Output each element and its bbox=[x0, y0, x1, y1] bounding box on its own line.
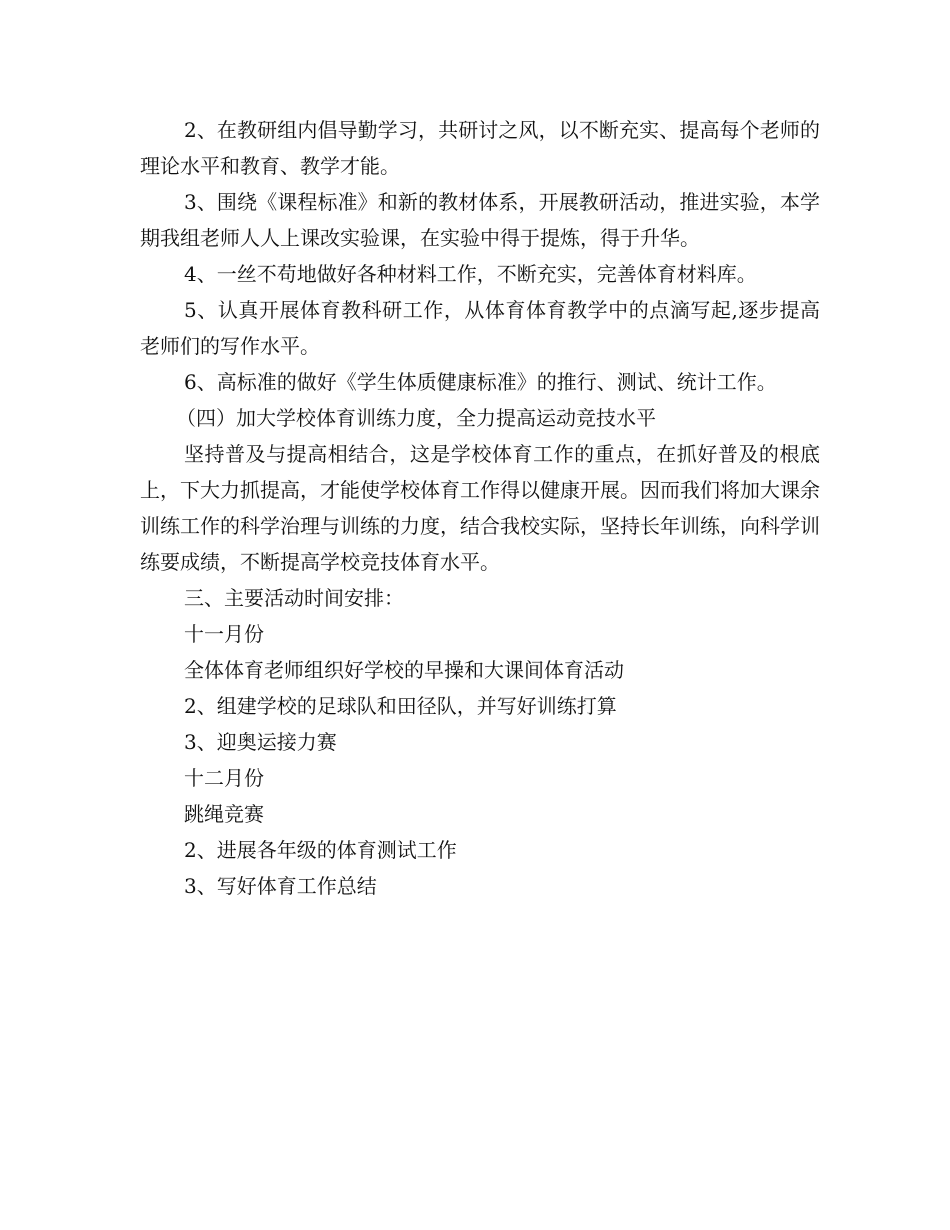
list-item: 跳绳竞赛 bbox=[184, 802, 264, 826]
list-item: 全体体育老师组织好学校的早操和大课间体育活动 bbox=[184, 658, 624, 682]
paragraph-research-writing: 5、认真开展体育教科研工作，从体育体育教学中的点滴写起,逐步提高老师们的写作水平。 bbox=[140, 298, 820, 358]
list-item: 2、进展各年级的体育测试工作 bbox=[184, 838, 457, 862]
section-heading-training: （四）加大学校体育训练力度，全力提高运动竞技水平 bbox=[176, 406, 656, 430]
paragraph-teaching-research: 2、在教研组内倡导勤学习，共研讨之风，以不断充实、提高每个老师的理论水平和教育、教学才能。 bbox=[140, 118, 820, 178]
month-label-november: 十一月份 bbox=[184, 622, 264, 646]
list-item: 3、迎奥运接力赛 bbox=[184, 730, 337, 754]
paragraph-materials: 4、一丝不苟地做好各种材料工作，不断充实，完善体育材料库。 bbox=[184, 262, 757, 286]
paragraph-health-standard: 6、高标准的做好《学生体质健康标准》的推行、测试、统计工作。 bbox=[184, 370, 777, 394]
paragraph-curriculum-standard: 3、围绕《课程标准》和新的教材体系，开展教研活动，推进实验，本学期我组老师人人上课改实验课，在实验中得于提炼，得于升华。 bbox=[140, 190, 820, 250]
section-heading-schedule: 三、主要活动时间安排： bbox=[184, 586, 404, 610]
list-item: 3、写好体育工作总结 bbox=[184, 874, 377, 898]
paragraph-training-detail: 坚持普及与提高相结合，这是学校体育工作的重点，在抓好普及的根底上，下大力抓提高，才能使学校体育工作得以健康开展。因而我们将加大课余训练工作的科学治理与训练的力度，结合我校实际，坚持长年训练，向科学训练要成绩，不断提高学校竞技体育水平。 bbox=[140, 442, 820, 574]
month-label-december: 十二月份 bbox=[184, 766, 264, 790]
document-body bbox=[140, 112, 820, 904]
list-item: 2、组建学校的足球队和田径队，并写好训练打算 bbox=[184, 694, 617, 718]
